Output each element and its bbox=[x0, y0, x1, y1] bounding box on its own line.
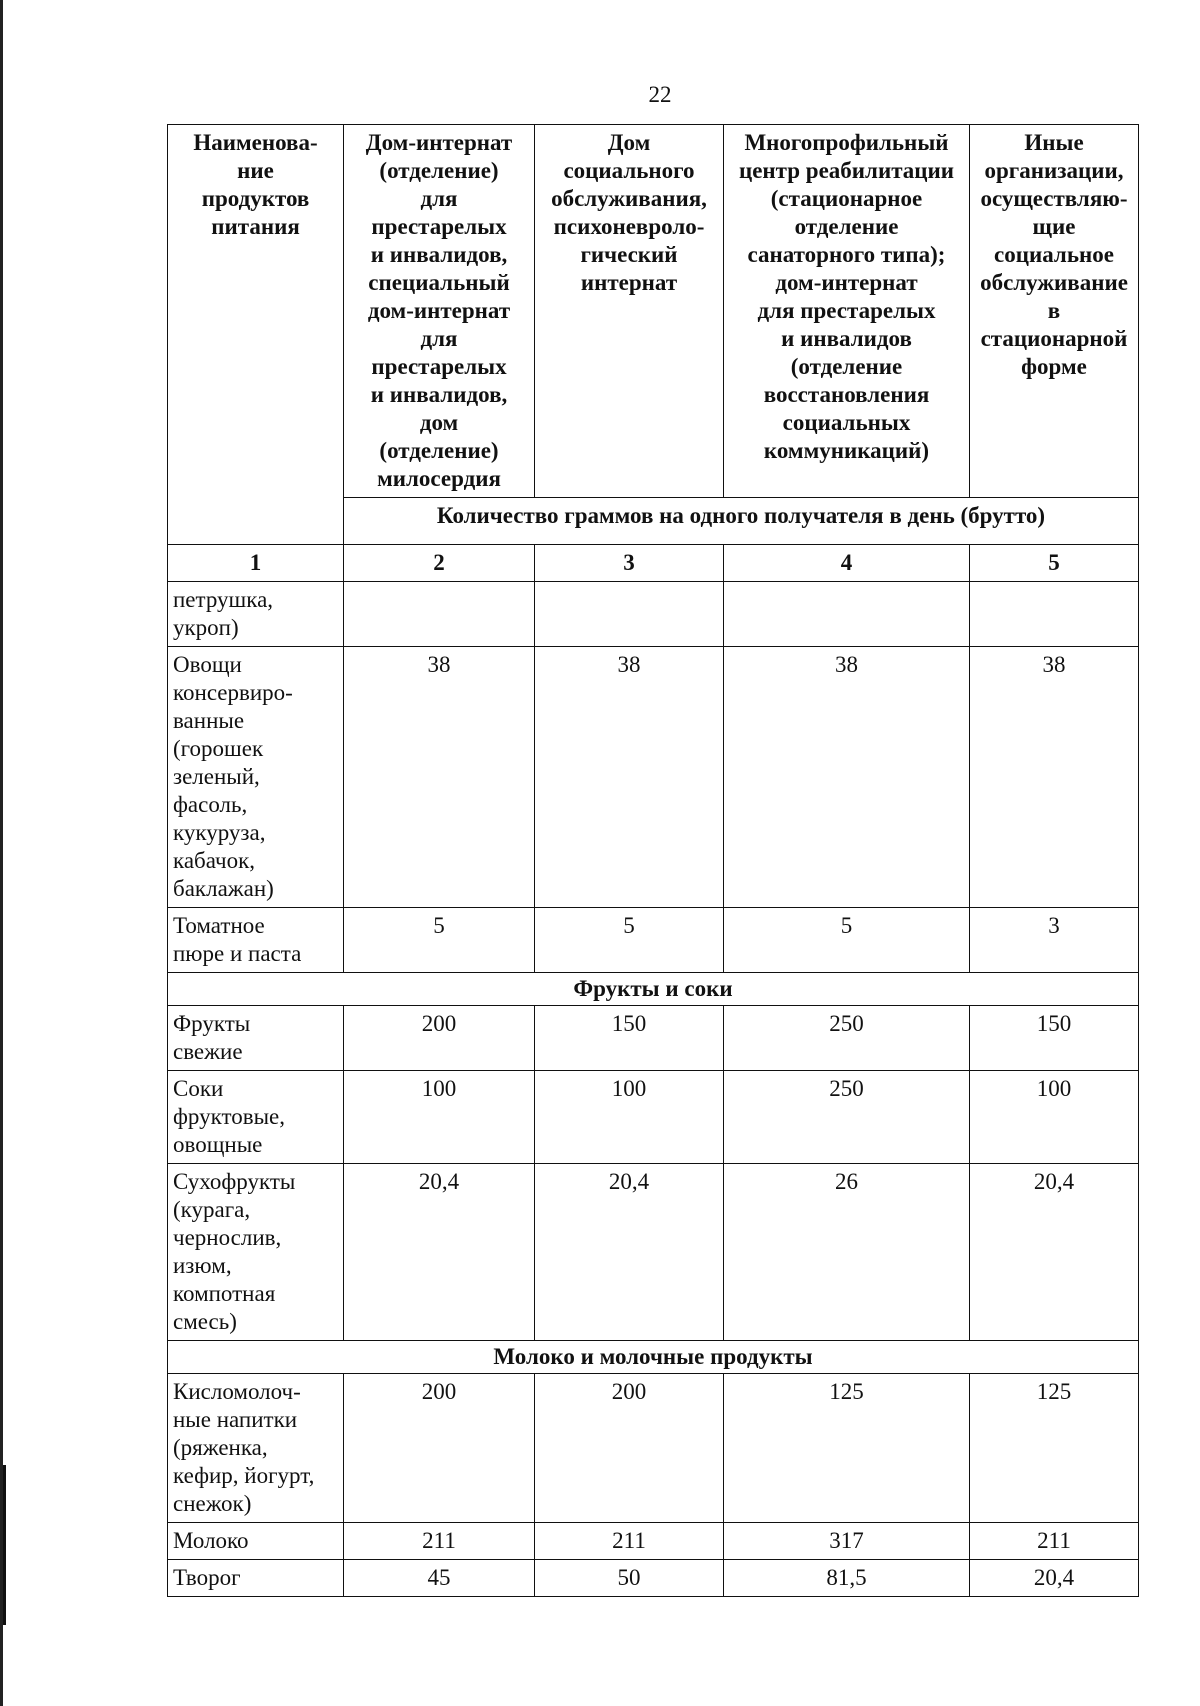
product-name-cell: Соки фруктовые, овощные bbox=[168, 1071, 344, 1164]
product-name-cell: Фрукты свежие bbox=[168, 1006, 344, 1071]
value-cell: 211 bbox=[535, 1523, 724, 1560]
value-cell: 38 bbox=[970, 647, 1139, 908]
table-row bbox=[168, 1006, 1139, 1071]
value-cell: 100 bbox=[344, 1071, 535, 1164]
value-cell bbox=[344, 582, 535, 647]
table-row bbox=[168, 1071, 1139, 1164]
value-cell: 317 bbox=[724, 1523, 970, 1560]
table-header bbox=[168, 125, 1139, 545]
value-cell: 150 bbox=[535, 1006, 724, 1071]
table-row bbox=[168, 1374, 1139, 1523]
product-name-cell: Молоко bbox=[168, 1523, 344, 1560]
value-cell: 211 bbox=[344, 1523, 535, 1560]
value-cell: 26 bbox=[724, 1164, 970, 1341]
value-cell: 20,4 bbox=[535, 1164, 724, 1341]
table-row bbox=[168, 647, 1139, 908]
section-title: Молоко и молочные продукты bbox=[168, 1341, 1139, 1374]
column-number: 3 bbox=[535, 545, 724, 582]
column-number: 1 bbox=[168, 545, 344, 582]
value-cell: 50 bbox=[535, 1560, 724, 1597]
column-numbers-row bbox=[168, 545, 1139, 582]
product-name-cell: Творог bbox=[168, 1560, 344, 1597]
table-row bbox=[168, 1560, 1139, 1597]
column-number: 4 bbox=[724, 545, 970, 582]
value-cell bbox=[970, 582, 1139, 647]
value-cell: 125 bbox=[724, 1374, 970, 1523]
value-cell: 100 bbox=[535, 1071, 724, 1164]
header-unit-label: Количество граммов на одного получателя в день (брутто) bbox=[344, 498, 1139, 545]
table-row bbox=[168, 582, 1139, 647]
value-cell: 200 bbox=[344, 1374, 535, 1523]
value-cell: 100 bbox=[970, 1071, 1139, 1164]
value-cell: 211 bbox=[970, 1523, 1139, 1560]
value-cell: 5 bbox=[344, 908, 535, 973]
value-cell: 250 bbox=[724, 1071, 970, 1164]
product-name-cell: Овощи консервиро- ванные (горошек зеленый, фасоль, кукуруза, кабачок, баклажан) bbox=[168, 647, 344, 908]
header-col-4: Многопрофильный центр реабилитации (стационарное отделение санаторного типа); дом-интернат для престарелых и инвалидов (отделение восстановления социальных коммуникаций) bbox=[724, 125, 970, 498]
column-number: 2 bbox=[344, 545, 535, 582]
product-name-cell: петрушка, укроп) bbox=[168, 582, 344, 647]
value-cell bbox=[724, 582, 970, 647]
value-cell: 200 bbox=[535, 1374, 724, 1523]
value-cell: 45 bbox=[344, 1560, 535, 1597]
header-row bbox=[168, 125, 1139, 498]
value-cell: 38 bbox=[344, 647, 535, 908]
value-cell: 200 bbox=[344, 1006, 535, 1071]
value-cell: 20,4 bbox=[344, 1164, 535, 1341]
food-norms-table bbox=[167, 124, 1139, 1597]
value-cell: 125 bbox=[970, 1374, 1139, 1523]
table-body bbox=[168, 545, 1139, 1597]
table-row bbox=[168, 908, 1139, 973]
value-cell: 5 bbox=[535, 908, 724, 973]
product-name-cell: Сухофрукты (курага, чернослив, изюм, компотная смесь) bbox=[168, 1164, 344, 1341]
page-number: 22 bbox=[648, 82, 672, 107]
value-cell: 38 bbox=[535, 647, 724, 908]
value-cell bbox=[535, 582, 724, 647]
table-row bbox=[168, 1523, 1139, 1560]
scan-edge-left bbox=[0, 0, 3, 1706]
product-name-cell: Кисломолоч- ные напитки (ряженка, кефир, йогурт, снежок) bbox=[168, 1374, 344, 1523]
value-cell: 150 bbox=[970, 1006, 1139, 1071]
value-cell: 81,5 bbox=[724, 1560, 970, 1597]
value-cell: 20,4 bbox=[970, 1164, 1139, 1341]
value-cell: 3 bbox=[970, 908, 1139, 973]
scan-mark-left bbox=[3, 1465, 6, 1625]
table-row bbox=[168, 1164, 1139, 1341]
header-product-name: Наименова- ние продуктов питания bbox=[168, 125, 344, 545]
value-cell: 250 bbox=[724, 1006, 970, 1071]
value-cell: 5 bbox=[724, 908, 970, 973]
value-cell: 38 bbox=[724, 647, 970, 908]
header-col-3: Дом социального обслуживания, психоневроло- гический интернат bbox=[535, 125, 724, 498]
section-row bbox=[168, 1341, 1139, 1374]
section-row bbox=[168, 973, 1139, 1006]
header-col-5: Иные организации, осуществляю- щие социальное обслуживание в стационарной форме bbox=[970, 125, 1139, 498]
header-col-2: Дом-интернат (отделение) для престарелых и инвалидов, специальный дом-интернат для престарелых и инвалидов, дом (отделение) милосердия bbox=[344, 125, 535, 498]
value-cell: 20,4 bbox=[970, 1560, 1139, 1597]
product-name-cell: Томатное пюре и паста bbox=[168, 908, 344, 973]
column-number: 5 bbox=[970, 545, 1139, 582]
section-title: Фрукты и соки bbox=[168, 973, 1139, 1006]
